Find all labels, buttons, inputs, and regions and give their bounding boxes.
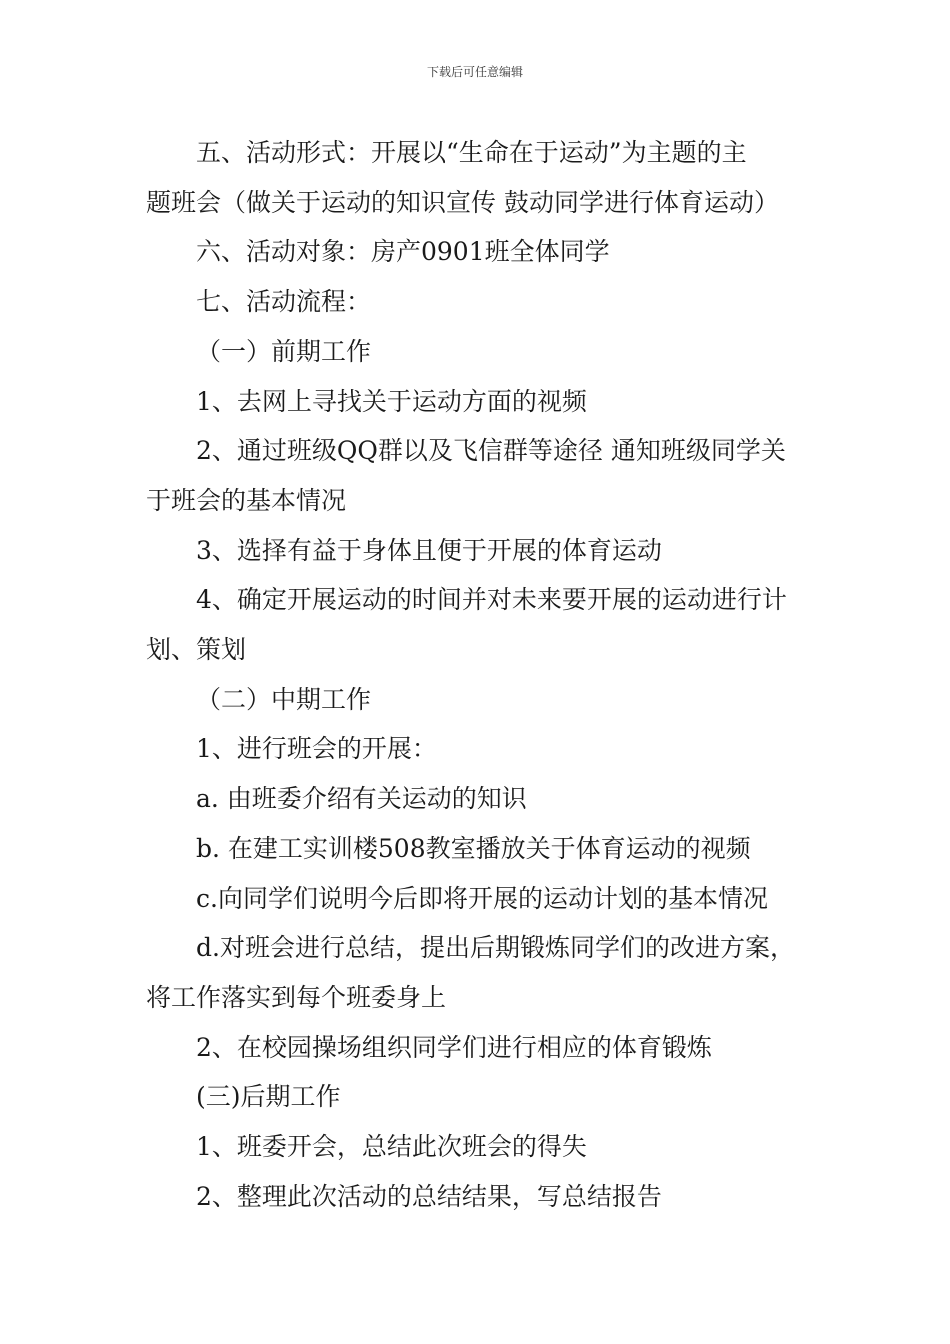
- paragraph-line: 于班会的基本情况: [146, 485, 347, 515]
- paragraph-line: （一）前期工作: [196, 336, 372, 366]
- paragraph-line: 划、策划: [146, 635, 247, 665]
- paragraph-line: d.对班会进行总结，提出后期锻炼同学们的改进方案，: [196, 933, 795, 963]
- paragraph-line: 4、确定开展运动的时间并对未来要开展的运动进行计: [196, 585, 787, 615]
- paragraph-line: 1、去网上寻找关于运动方面的视频: [196, 386, 587, 416]
- paragraph-line: c.向同学们说明今后即将开展的运动计划的基本情况: [196, 883, 768, 913]
- paragraph-line: b. 在建工实训楼508教室播放关于体育运动的视频: [196, 833, 751, 863]
- page-header: 下载后可任意编辑: [426, 65, 523, 79]
- sub-list-item: [0, 923, 950, 1022]
- list-item: [0, 377, 950, 427]
- list-item: [0, 724, 950, 774]
- paragraph-line: 七、活动流程：: [196, 287, 372, 317]
- paragraph-line: 2、整理此次活动的总结结果，写总结报告: [196, 1181, 662, 1211]
- paragraph-line: （二）中期工作: [196, 684, 372, 714]
- list-item: [0, 526, 950, 576]
- list-item: [0, 1122, 950, 1172]
- section-heading-late-work: [0, 1072, 950, 1122]
- paragraph-line: 六、活动对象：房产0901班全体同学: [196, 237, 610, 267]
- section-heading-early-work: [0, 327, 950, 377]
- paragraph-activity-form: [0, 128, 950, 227]
- sub-list-item: [0, 824, 950, 874]
- paragraph-activity-target: [0, 227, 950, 277]
- sub-list-item: [0, 774, 950, 824]
- list-item: [0, 575, 950, 674]
- paragraph-line: (三)后期工作: [196, 1082, 341, 1112]
- paragraph-line: 1、进行班会的开展：: [196, 734, 437, 764]
- sub-list-item: [0, 874, 950, 924]
- list-item: [0, 426, 950, 525]
- document-body: [0, 128, 950, 1221]
- paragraph-line: 2、在校园操场组织同学们进行相应的体育锻炼: [196, 1032, 712, 1062]
- paragraph-activity-process: [0, 277, 950, 327]
- paragraph-line: 将工作落实到每个班委身上: [146, 982, 447, 1012]
- paragraph-line: 题班会（做关于运动的知识宣传 鼓动同学进行体育运动）: [146, 187, 779, 217]
- paragraph-line: 3、选择有益于身体且便于开展的体育运动: [196, 535, 662, 565]
- paragraph-line: a. 由班委介绍有关运动的知识: [196, 784, 527, 814]
- paragraph-line: 1、班委开会，总结此次班会的得失: [196, 1132, 587, 1162]
- paragraph-line: 五、活动形式：开展以“生命在于运动”为主题的主: [196, 138, 747, 167]
- section-heading-mid-work: [0, 675, 950, 725]
- paragraph-line: 2、通过班级QQ群以及飞信群等途径 通知班级同学关: [196, 436, 786, 466]
- list-item: [0, 1172, 950, 1222]
- list-item: [0, 1023, 950, 1073]
